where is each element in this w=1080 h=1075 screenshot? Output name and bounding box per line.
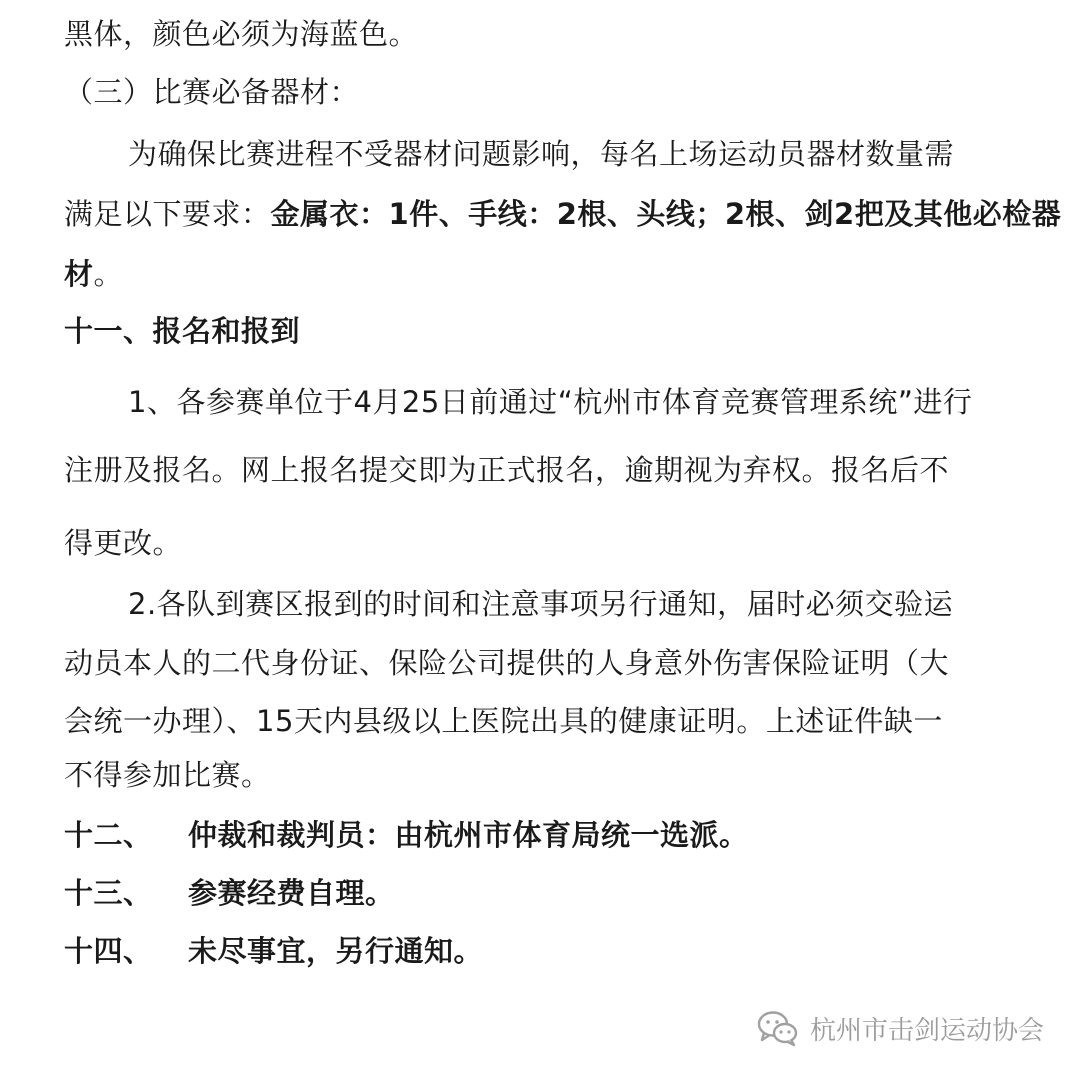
doc-line [128,136,1040,172]
heading-text: 仲裁和裁判员：由杭州市体育局统一选派。 [188,818,749,852]
watermark-label: 杭州市击剑运动协会 [809,1015,1044,1046]
doc-line [64,525,1040,561]
doc-line [64,452,1040,488]
line-text: 为确保比赛进程不受器材问题影响，每名上场运动员器材数量需 [128,137,955,171]
line-text: 动员本人的二代身份证、保险公司提供的人身意外伤害保险证明（大 [64,646,950,680]
line-text: 得更改。 [64,526,183,560]
heading-text: 未尽事宜，另行通知。 [188,934,484,968]
doc-line [64,645,1040,681]
section-heading [64,817,1040,853]
heading-number: 十二、 [64,818,153,852]
doc-line [128,384,1040,420]
section-heading [64,875,1040,911]
equipment-requirements: 金属衣：1件、手线：2根、头线；2根、剑2把及其他必检器 [270,197,1062,231]
section-heading [64,313,1040,349]
doc-line [128,586,1040,622]
doc-line [64,196,1062,232]
heading-number: 十三、 [64,876,153,910]
line-text: 不得参加比赛。 [64,758,271,792]
line-text: 会统一办理）、15天内县级以上医院出具的健康证明。上述证件缺一 [64,704,943,738]
section-heading [64,933,1040,969]
line-text: 注册及报名。网上报名提交即为正式报名，逾期视为弃权。报名后不 [64,453,950,487]
section-subheading [64,74,1040,110]
equipment-requirements-end: 材 [64,257,94,291]
account-watermark [756,1008,1044,1048]
doc-line [64,703,1040,739]
line-text: 2.各队到赛区报到的时间和注意事项另行通知，届时必须交验运 [128,587,954,621]
line-text: 1、各参赛单位于4月25日前通过“杭州市体育竞赛管理系统”进行 [128,385,973,419]
wechat-icon [756,1009,800,1047]
line-text: 。 [93,257,124,291]
heading-number: 十四、 [64,934,153,968]
line-text: 满足以下要求： [64,197,271,231]
heading-text: 十一、报名和报到 [64,314,301,348]
heading-text: 参赛经费自理。 [188,876,395,910]
line-text: （三）比赛必备器材： [64,75,360,109]
doc-line [64,256,1040,292]
line-text: 黑体，颜色必须为海蓝色。 [64,17,419,51]
doc-line [64,16,1040,52]
doc-line [64,757,1040,793]
